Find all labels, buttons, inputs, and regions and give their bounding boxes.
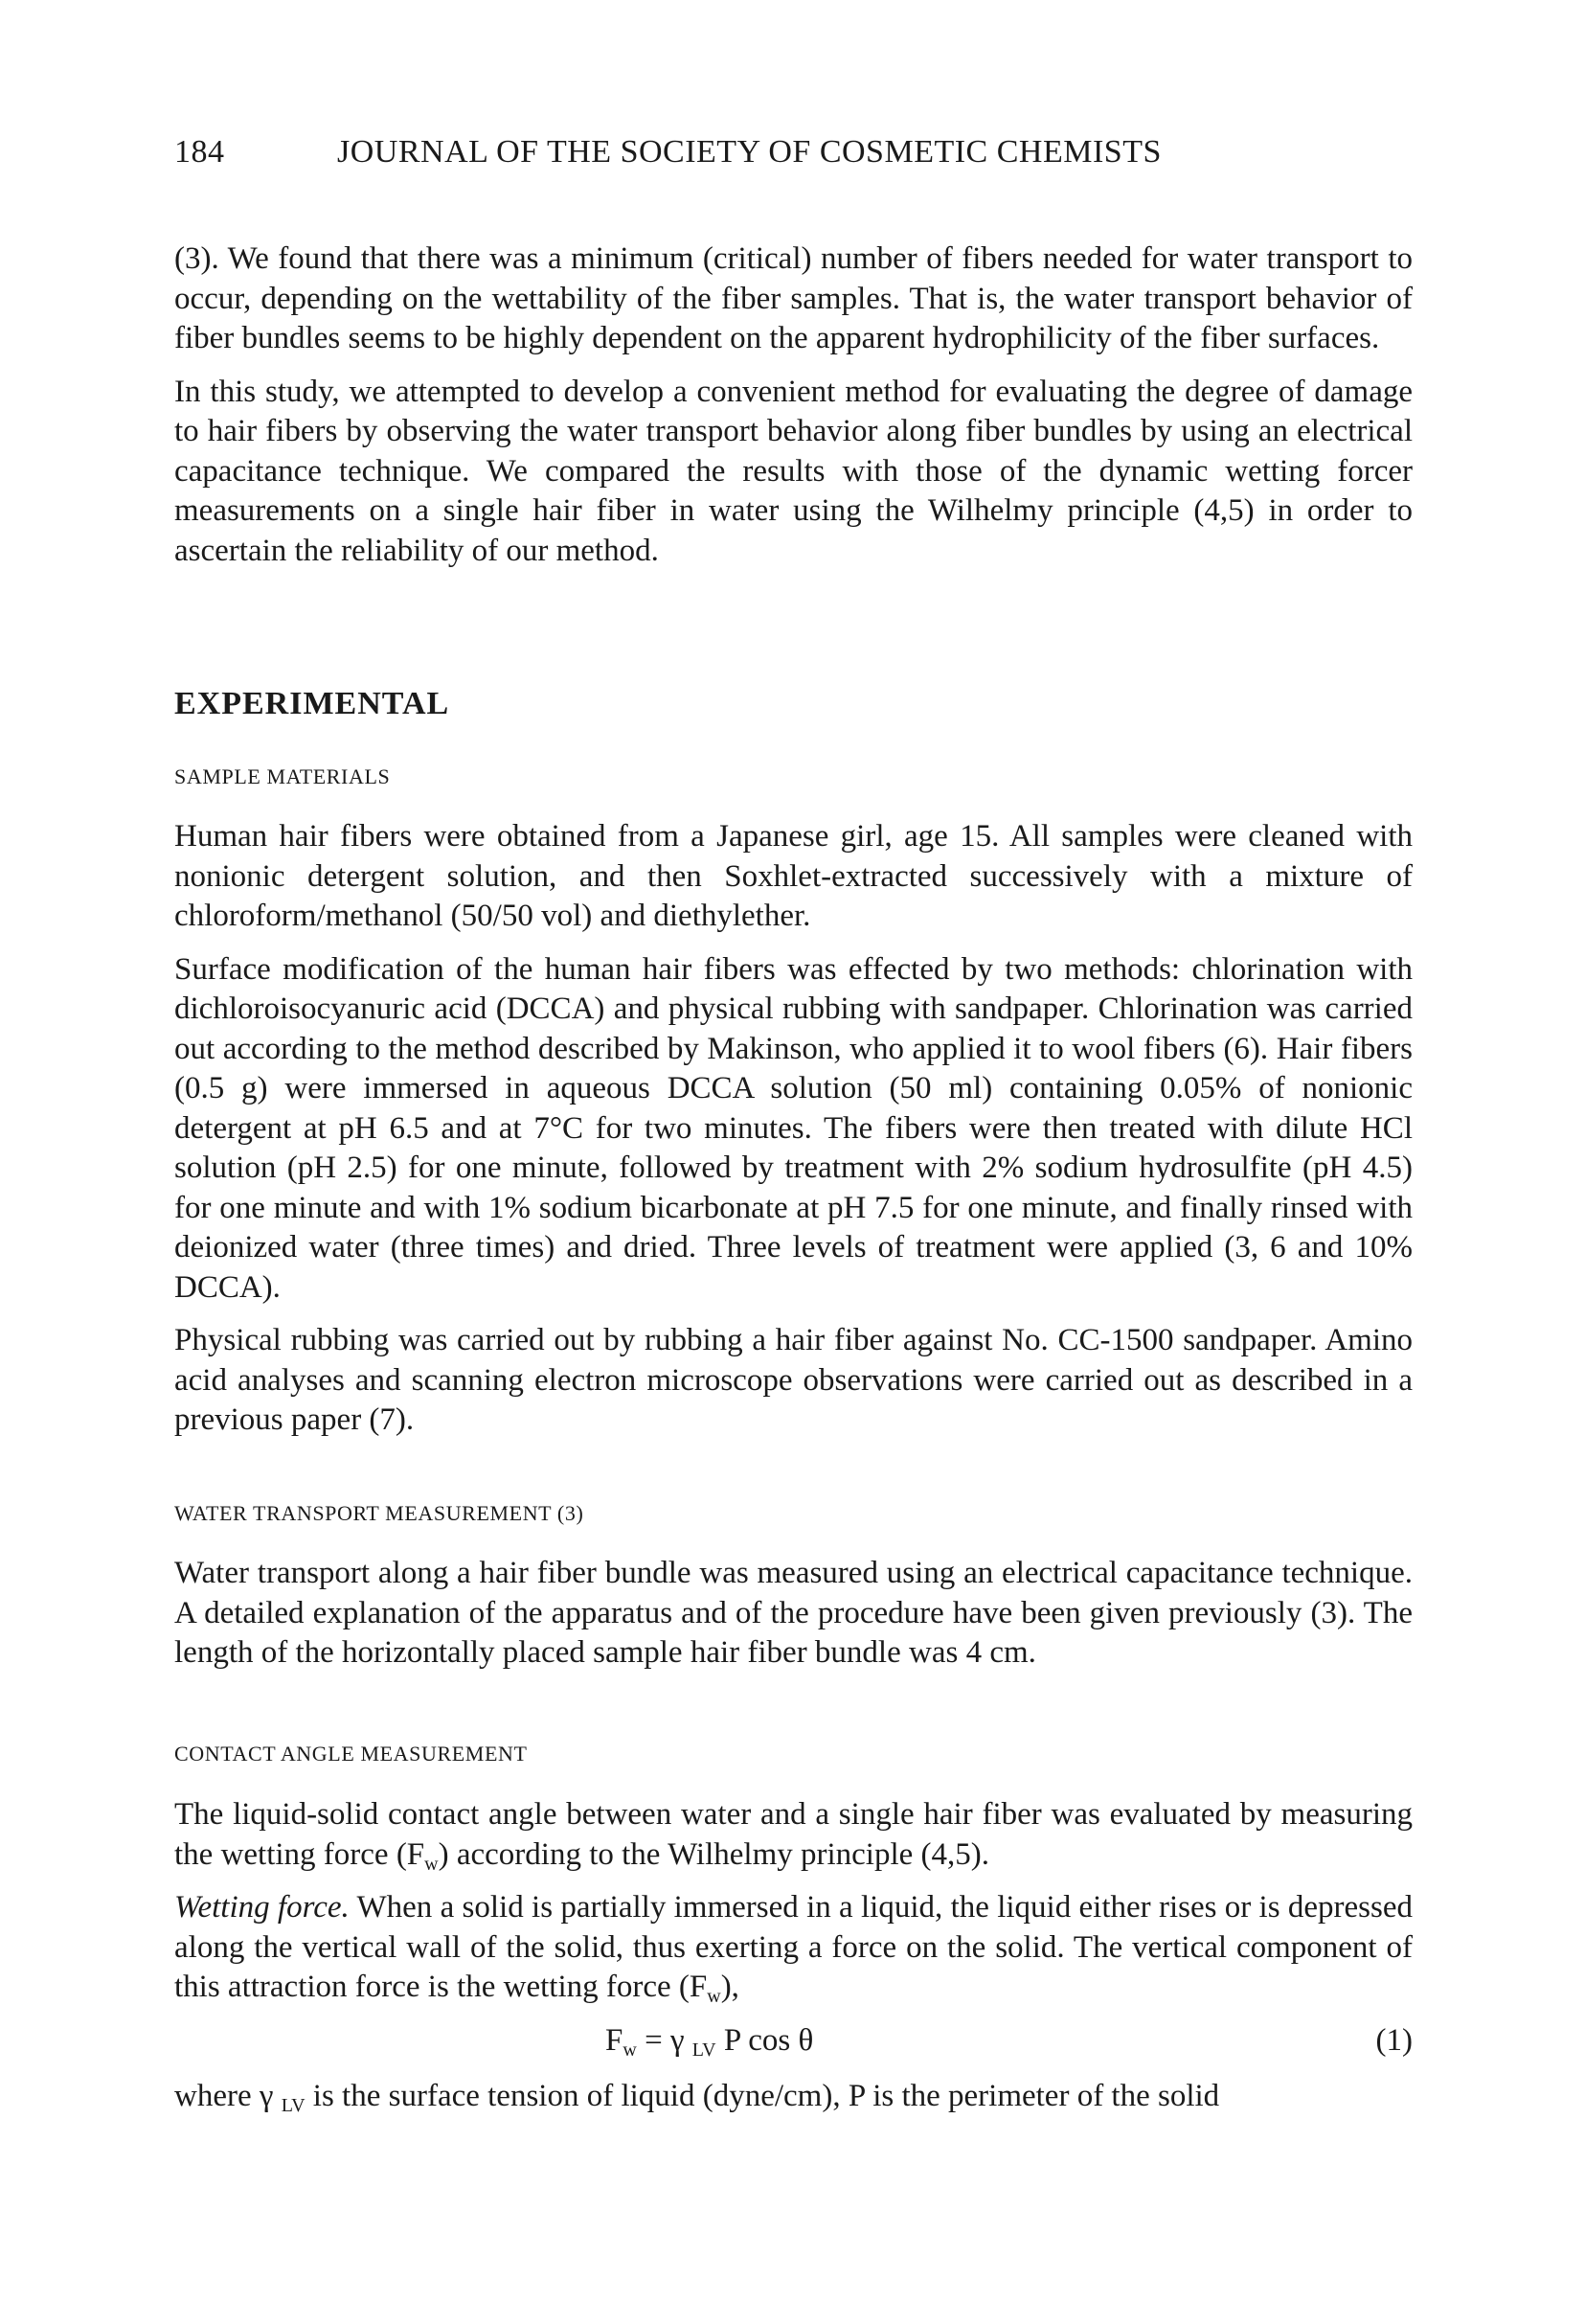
sample-materials-paragraph-2: Surface modification of the human hair fibers was effected by two methods: chlorination with dichloroisocyanuric acid (DCCA) and physical rubbing with sandpaper. Chlorination was carried out according to the method described by Makinson, who applied it to wool fibers (6). Hair fibers (0.5 g) were immersed in aqueous DCCA solution (50 ml) containing 0.05% of nonionic detergent at pH 6.5 and at 7°C for two minutes. The fibers were then treated with dilute HCl solution (pH 2.5) for one minute, followed by treatment with 2% sodium hydrosulfite (pH 4.5) for one minute and with 1% sodium bicarbonate at pH 7.5 for one minute, and finally rinsed with deionized water (three times) and dried. Three levels of treatment were applied (3, 6 and 10% DCCA). [174,951,1413,1305]
subheading-contact-angle: CONTACT ANGLE MEASUREMENT [174,1742,528,1766]
sample-materials-section [174,817,1413,1454]
contact-angle-section [174,1795,1413,2130]
wetting-force-paragraph: Wetting force. When a solid is partially immersed in a liquid, the liquid either rises or is depressed along the vertical wall of the solid, thus exerting a force on the solid. The vertical component of this attraction force is the wetting force $(F_w)$, [174,1890,1413,2007]
intro-paragraph-1: (3). We found that there was a minimum (critical) number of fibers needed for water transport to occur, depending on the wettability of the fiber samples. That is, the water transport behavior of fiber bundles seems to be highly dependent on the apparent hydrophilicity of the fiber surfaces. [174,241,1413,355]
equation-number: (1) [1375,2022,1413,2058]
equation-1 [174,2021,1413,2063]
running-head [174,134,1413,171]
journal-title: JOURNAL OF THE SOCIETY OF COSMETIC CHEMISTS [337,134,1162,170]
subheading-sample-materials: SAMPLE MATERIALS [174,764,391,788]
wetting-force-label: Wetting force. [174,1890,350,1925]
contact-angle-paragraph-1: The liquid-solid contact angle between water and a single hair fiber was evaluated by measuring the wetting force $(F_w)$ according to the Wilhelmy principle (4,5). [174,1797,1413,1875]
water-transport-paragraph: Water transport along a hair fiber bundle was measured using an electrical capacitance technique. A detailed explanation of the apparatus and of the procedure have been given previously (3). The length of the horizontally placed sample hair fiber bundle was 4 cm. [174,1556,1413,1670]
page-number: 184 [174,134,225,170]
intro-paragraph-2: In this study, we attempted to develop a convenient method for evaluating the degree of damage to hair fibers by observing the water transport behavior along fiber bundles by using an electrical capacitance technique. We compared the results with those of the dynamic wetting forcer measurements on a single hair fiber in water using the Wilhelmy principle (4,5) in order to ascertain the reliability of our method. [174,374,1413,568]
section-heading-experimental: EXPERIMENTAL [174,686,450,721]
where-paragraph: where γ $_{LV}$ is the surface tension of liquid (dyne/cm), P is the perimeter of the solid [174,2078,1220,2116]
intro-section [174,239,1413,584]
sample-materials-paragraph-3: Physical rubbing was carried out by rubbing a hair fiber against No. CC-1500 sandpaper. Amino acid analyses and scanning electron microscope observations were carried out as described in a previous paper (7). [174,1323,1413,1437]
water-transport-section [174,1554,1413,1687]
subheading-water-transport: WATER TRANSPORT MEASUREMENT (3) [174,1501,584,1525]
sample-materials-paragraph-1: Human hair fibers were obtained from a Japanese girl, age 15. All samples were cleaned with nonionic detergent solution, and then Soxhlet-extracted successively with a mixture of chloroform/methanol (50/50 vol) and diethylether. [174,819,1413,933]
equation-body: $F_w = \gamma$ $_{LV}$ P cos θ [605,2022,814,2061]
